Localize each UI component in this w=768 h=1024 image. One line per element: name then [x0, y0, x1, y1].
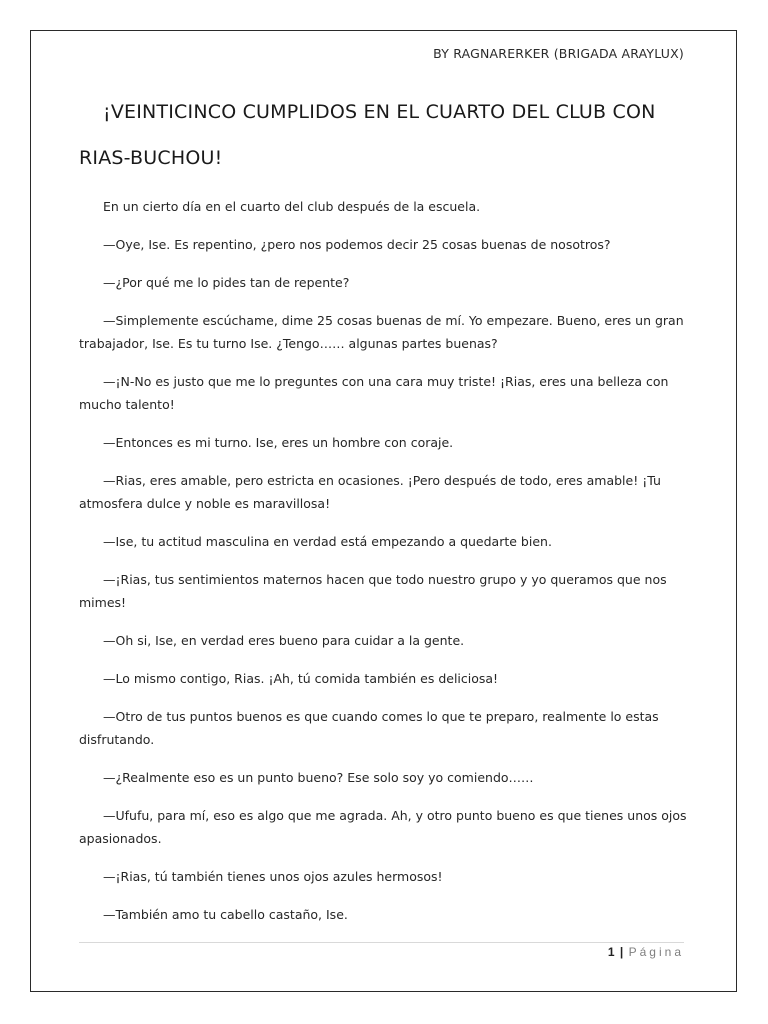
page-number: 1 — [607, 945, 615, 959]
paragraph: —¡N-No es justo que me lo preguntes con una cara muy triste! ¡Rias, eres una belleza con mucho talento! — [79, 374, 669, 412]
paragraph: —Ise, tu actitud masculina en verdad está empezando a quedarte bien. — [103, 534, 552, 549]
author-credit: BY RAGNARERKER (BRIGADA ARAYLUX) — [433, 46, 684, 61]
paragraph: En un cierto día en el cuarto del club después de la escuela. — [103, 199, 481, 214]
paragraph: —Oh si, Ise, en verdad eres bueno para cuidar a la gente. — [103, 633, 465, 648]
page-title — [79, 89, 689, 181]
paragraph: —También amo tu cabello castaño, Ise. — [103, 907, 348, 922]
paragraph: —Rias, eres amable, pero estricta en ocasiones. ¡Pero después de todo, eres amable! ¡Tu atmosfera dulce y noble es maravillosa! — [79, 473, 661, 511]
footer-divider — [79, 942, 684, 943]
paragraph: —¿Por qué me lo pides tan de repente? — [103, 275, 350, 290]
paragraph: —Simplemente escúchame, dime 25 cosas buenas de mí. Yo empezare. Bueno, eres un gran trabajador, Ise. Es tu turno Ise. ¿Tengo…… algunas partes buenas? — [79, 313, 684, 351]
paragraph: —Lo mismo contigo, Rias. ¡Ah, tú comida también es deliciosa! — [103, 671, 499, 686]
page-label: Página — [628, 945, 684, 959]
paragraph: —Oye, Ise. Es repentino, ¿pero nos podemos decir 25 cosas buenas de nosotros? — [103, 237, 611, 252]
paragraph: —¿Realmente eso es un punto bueno? Ese solo soy yo comiendo…… — [103, 770, 534, 785]
paragraph: —Otro de tus puntos buenos es que cuando comes lo que te preparo, realmente lo estas disfrutando. — [79, 709, 659, 747]
paragraph: —Entonces es mi turno. Ise, eres un hombre con coraje. — [103, 435, 454, 450]
paragraph: —¡Rias, tú también tienes unos ojos azules hermosos! — [103, 869, 443, 884]
document-page — [30, 30, 737, 992]
title-text: ¡VEINTICINCO CUMPLIDOS EN EL CUARTO DEL CLUB CON RIAS-BUCHOU! — [79, 101, 656, 169]
paragraph: —Ufufu, para mí, eso es algo que me agrada. Ah, y otro punto bueno es que tienes unos ojos apasionados. — [79, 808, 687, 846]
paragraph: —¡Rias, tus sentimientos maternos hacen que todo nuestro grupo y yo queramos que nos mimes! — [79, 572, 667, 610]
page-footer — [608, 945, 684, 959]
footer-separator: | — [619, 945, 624, 959]
story-body — [79, 195, 689, 941]
